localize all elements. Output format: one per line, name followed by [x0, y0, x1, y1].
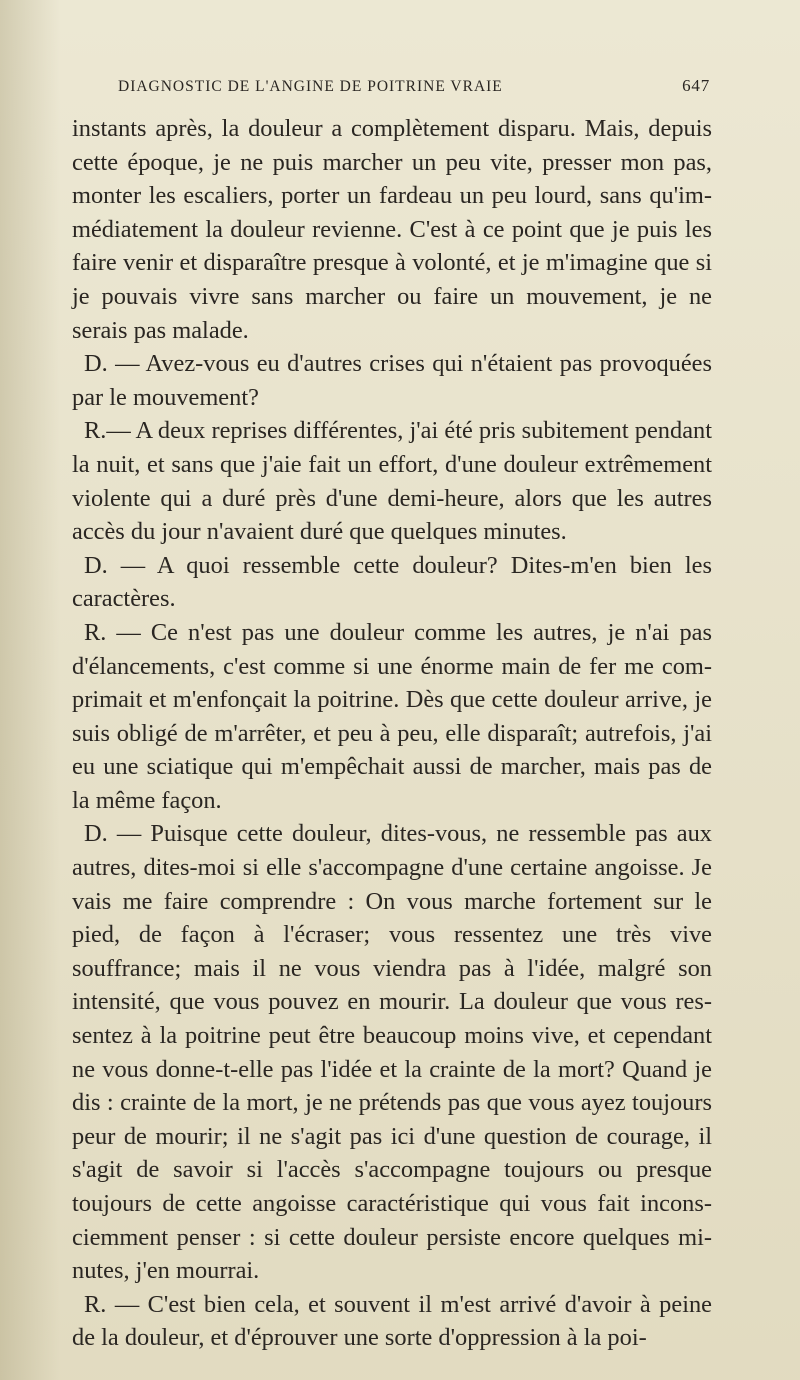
running-head — [118, 76, 710, 102]
paragraph-2: D. — Avez-vous eu d'autres crises qui n'étaient pas provoquées par le mouvement? — [72, 350, 712, 411]
paragraph-1: instants après, la douleur a complètement disparu. Mais, depuis cette époque, je ne puis marcher un peu vite, presser mon pas, monter les escaliers, porter un fardeau un peu lourd, sans qu'immédiatement la douleur revienne. C'est à ce point que je puis les faire venir et disparaître presque à volonté, et je m'imagine que si je pouvais vivre sans marcher ou faire un mouvement, je ne serais pas malade. — [72, 115, 712, 344]
page-number: 647 — [682, 76, 710, 95]
body-text — [72, 112, 712, 1355]
paragraph-4: D. — A quoi ressemble cette douleur? Dites-m'en bien les caractères. — [72, 551, 712, 613]
paragraph-7: R. — C'est bien cela, et souvent il m'est arrivé d'avoir à peine de la douleur, et d'éprouver une sorte d'oppression à la poi- — [72, 1290, 712, 1352]
running-title: DIAGNOSTIC DE L'ANGINE DE POITRINE VRAIE — [118, 78, 503, 95]
paragraph-6: D. — Puisque cette douleur, dites-vous, ne ressemble pas aux autres, dites-moi si elle s'accompagne d'une certaine angoisse. Je vais me faire comprendre : On vous marche fortement sur le pied, de façon à l'écraser; vous ressentez une très vive souffrance; mais il ne vous viendra pas à l'idée, malgré son intensité, que vous pouvez en mourir. La douleur que vous ressentez à la poitrine peut être beaucoup moins vive, et cependant ne vous donne-t-elle pas l'idée et la crainte de la mort? Quand je dis : crainte de la mort, je ne prétends pas que vous ayez toujours peur de mourir; il ne s'agit pas ici d'une question de courage, il s'agit de savoir si l'accès s'accompagne toujours ou presque toujours de cette angoisse caractéristique qui vous fait inconsciemment penser : si cette douleur persiste encore quelques minutes, j'en mourrai. — [72, 820, 712, 1285]
paragraph-3: R.— A deux reprises différentes, j'ai été pris subitement pendant la nuit, et sans que j'aie fait un effort, d'une douleur extrêmement violente qui a duré près d'une demi-heure, alors que les autres accès du jour n'avaient duré que quelques minutes. — [72, 417, 712, 546]
paragraph-5: R. — Ce n'est pas une douleur comme les autres, je n'ai pas d'élancements, c'est comme si une énorme main de fer me comprimait et m'enfonçait la poitrine. Dès que cette douleur arrive, je suis obligé de m'arrêter, et peu à peu, elle disparaît; autrefois, j'ai eu une sciatique qui m'empêchait aussi de marcher, mais pas de la même façon. — [72, 618, 712, 814]
